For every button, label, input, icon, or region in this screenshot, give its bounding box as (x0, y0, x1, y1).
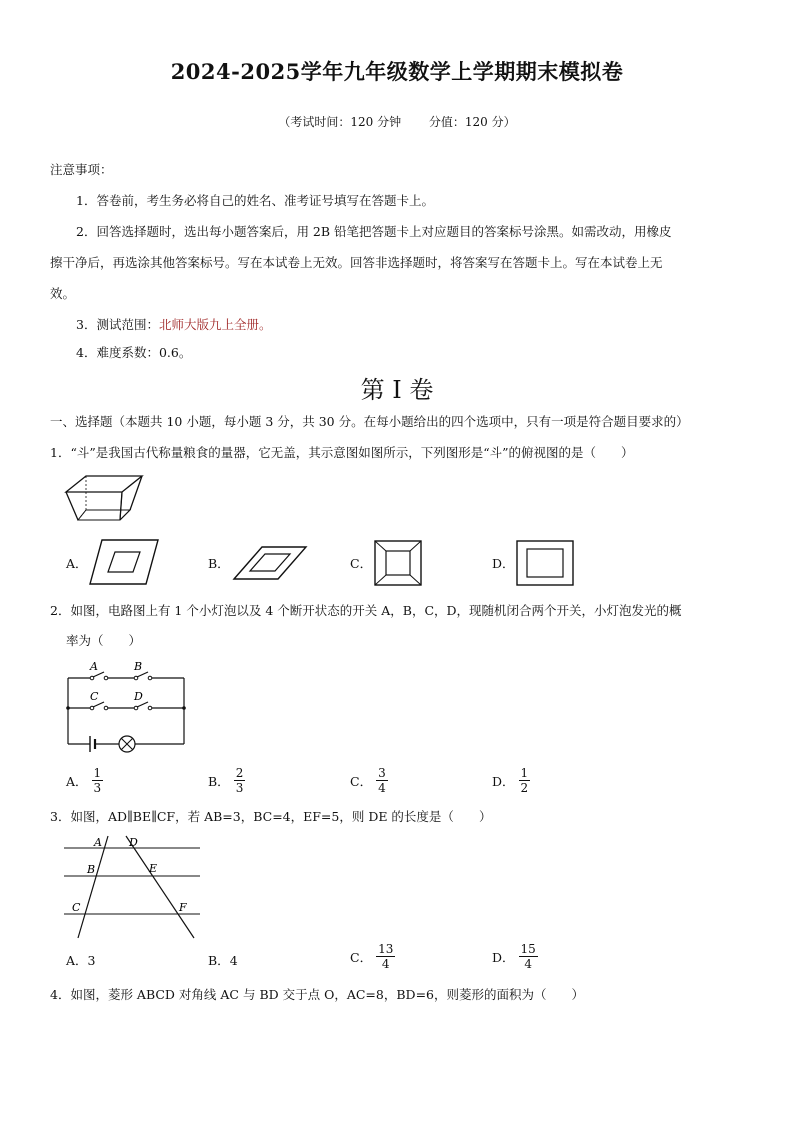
q1-option-d-figure (516, 540, 574, 586)
q2-option-c-fraction: $\frac{3}{4}$ (378, 766, 386, 795)
q1-option-b-figure (232, 545, 308, 581)
note-4: 4．难度系数：0.6。 (76, 345, 192, 360)
q3-option-c-letter: C． (350, 949, 373, 965)
q3-option-d-fraction: $\frac{15}{4}$ (520, 942, 536, 971)
q2-label-c: C (90, 690, 99, 703)
q3-option-c (350, 942, 395, 971)
q3-label-f: F (179, 901, 187, 914)
q1-stem: 1．“斗”是我国古代称量粮食的量器，它无盖，其示意图如图所示，下列图形是“斗”的俯视图的是（ ） (50, 445, 634, 460)
note-3 (76, 316, 271, 334)
q3-option-b-letter: B． (208, 953, 230, 968)
q3-option-a (66, 951, 95, 969)
exam-score: 分值：120 分） (428, 115, 516, 129)
q3-option-c-fraction: $\frac{13}{4}$ (378, 942, 394, 971)
q2-option-d-fraction: $\frac{1}{2}$ (520, 766, 529, 795)
q2-option-c (350, 766, 388, 795)
q1-option-c-label: C． (350, 556, 373, 571)
q2-label-a: A (90, 660, 98, 673)
q3-label-d: D (129, 836, 138, 849)
q1-option-a-label: A． (66, 556, 88, 571)
q3-label-e: E (149, 862, 158, 875)
section-1-heading: 一、选择题（本题共 10 小题，每小题 3 分，共 30 分。在每小题给出的四个选项中，只有一项是符合题目要求的） (50, 414, 689, 429)
q3-option-a-letter: A． (66, 953, 88, 968)
q2-option-a (66, 766, 103, 795)
volume-heading: 第 I 卷 (360, 376, 434, 404)
q2-stem-line2: 率为（ ） (66, 633, 142, 648)
note-2-line1: 2．回答选择题时，选出每小题答案后，用 2B 铅笔把答题卡上对应题目的答案标号涂黑。如需改动，用橡皮 (76, 224, 672, 239)
q1-option-a-figure (88, 538, 160, 586)
exam-subtitle (0, 113, 794, 130)
q3-option-a-value: 3 (87, 952, 96, 968)
note-1: 1．答卷前，考生务必将自己的姓名、准考证号填写在答题卡上。 (76, 193, 434, 208)
q3-label-b: B (87, 863, 96, 876)
q2-option-b-letter: B． (208, 773, 230, 789)
q3-stem: 3．如图，AD∥BE∥CF，若 AB=3，BC=4，EF=5，则 DE 的长度是（ ） (50, 809, 492, 824)
q2-option-b-fraction: $\frac{2}{3}$ (235, 766, 244, 795)
note-2-line3: 效。 (50, 286, 76, 301)
note-3-prefix: 3．测试范围： (76, 317, 159, 332)
q1-option-b-label: B． (208, 556, 230, 571)
q1-dou-figure (64, 470, 144, 525)
q2-label-d: D (134, 690, 143, 703)
q3-parallel-lines-figure (60, 834, 200, 940)
q3-option-b-value: 4 (229, 952, 238, 968)
note-3-range: 北师大版九上全册。 (158, 317, 272, 332)
q3-label-c: C (72, 901, 81, 914)
notes-heading: 注意事项： (50, 162, 113, 177)
exam-title: 2024-2025学年九年级数学上学期期末模拟卷 (170, 59, 624, 84)
q3-option-d (492, 942, 538, 971)
q3-option-b (208, 951, 238, 969)
q2-option-d (492, 766, 530, 795)
exam-time: （考试时间：120 分钟 (278, 115, 402, 129)
q2-option-c-letter: C． (350, 773, 373, 789)
q2-stem-line1: 2．如图，电路图上有 1 个小灯泡以及 4 个断开状态的开关 A，B，C，D，现随机闭合两个开关，小灯泡发光的概 (50, 603, 682, 618)
q2-option-b (208, 766, 245, 795)
q3-label-a: A (94, 836, 102, 849)
note-2-line2: 擦干净后，再选涂其他答案标号。写在本试卷上无效。回答非选择题时，将答案写在答题卡上。写在本试卷上无 (50, 255, 663, 270)
q2-option-a-letter: A． (66, 773, 88, 789)
q1-option-d-label: D． (492, 556, 515, 571)
q2-option-d-letter: D． (492, 773, 515, 789)
q2-label-b: B (134, 660, 143, 673)
q2-circuit-figure (64, 660, 188, 748)
q4-stem: 4．如图，菱形 ABCD 对角线 AC 与 BD 交于点 O，AC=8，BD=6，则菱形的面积为（ ） (50, 987, 584, 1002)
q3-option-d-letter: D． (492, 949, 515, 965)
q1-option-c-figure (374, 540, 422, 586)
q2-option-a-fraction: $\frac{1}{3}$ (93, 766, 102, 795)
